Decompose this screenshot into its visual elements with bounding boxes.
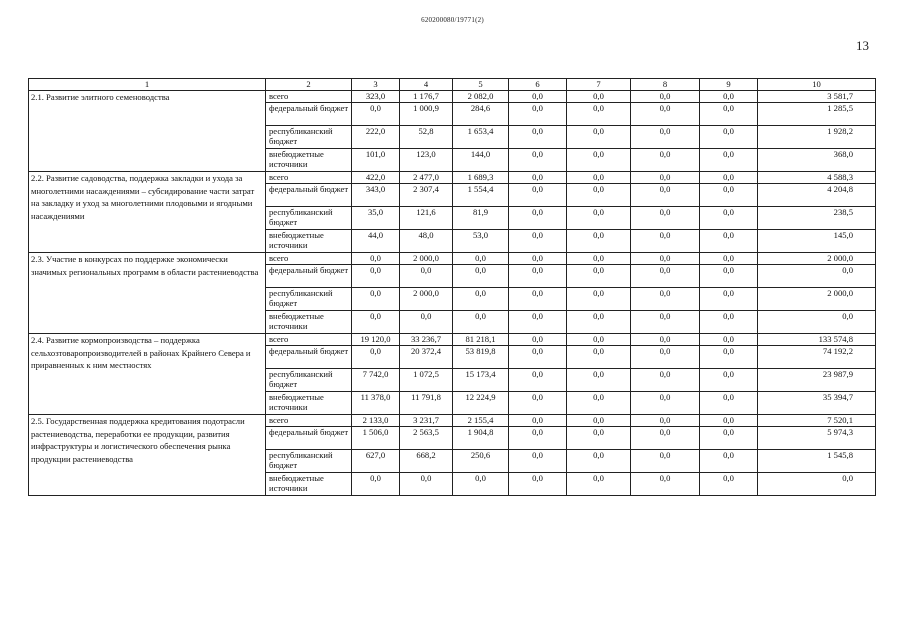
value-cell: 2 155,4 bbox=[453, 415, 509, 427]
value-cell: 52,8 bbox=[400, 126, 453, 149]
funding-source: республиканский бюджет bbox=[266, 369, 352, 392]
value-cell: 0,0 bbox=[700, 346, 758, 369]
funding-source: республиканский бюджет bbox=[266, 126, 352, 149]
table-body bbox=[29, 91, 876, 496]
value-cell: 0,0 bbox=[631, 207, 700, 230]
value-cell: 1 176,7 bbox=[400, 91, 453, 103]
table-row bbox=[29, 334, 876, 346]
value-cell: 0,0 bbox=[700, 473, 758, 496]
value-cell: 1 072,5 bbox=[400, 369, 453, 392]
value-cell: 0,0 bbox=[567, 427, 631, 450]
funding-source: внебюджетные источники bbox=[266, 149, 352, 172]
measure-name: 2.1. Развитие элитного семеноводства bbox=[29, 91, 266, 172]
value-cell: 33 236,7 bbox=[400, 334, 453, 346]
value-cell: 0,0 bbox=[352, 253, 400, 265]
value-cell: 144,0 bbox=[453, 149, 509, 172]
column-number: 10 bbox=[758, 79, 876, 91]
total-cell: 368,0 bbox=[758, 149, 876, 172]
column-number: 8 bbox=[631, 79, 700, 91]
value-cell: 0,0 bbox=[631, 415, 700, 427]
value-cell: 0,0 bbox=[567, 207, 631, 230]
value-cell: 0,0 bbox=[509, 91, 567, 103]
value-cell: 0,0 bbox=[509, 334, 567, 346]
value-cell: 0,0 bbox=[700, 311, 758, 334]
value-cell: 0,0 bbox=[509, 172, 567, 184]
value-cell: 1 554,4 bbox=[453, 184, 509, 207]
value-cell: 0,0 bbox=[700, 392, 758, 415]
value-cell: 2 000,0 bbox=[400, 288, 453, 311]
value-cell: 0,0 bbox=[509, 207, 567, 230]
total-cell: 0,0 bbox=[758, 265, 876, 288]
value-cell: 0,0 bbox=[453, 253, 509, 265]
table-row bbox=[29, 253, 876, 265]
value-cell: 0,0 bbox=[631, 369, 700, 392]
value-cell: 0,0 bbox=[700, 427, 758, 450]
value-cell: 7 742,0 bbox=[352, 369, 400, 392]
value-cell: 0,0 bbox=[700, 334, 758, 346]
value-cell: 0,0 bbox=[700, 184, 758, 207]
funding-source: внебюджетные источники bbox=[266, 311, 352, 334]
column-number: 6 bbox=[509, 79, 567, 91]
total-cell: 133 574,8 bbox=[758, 334, 876, 346]
table-row bbox=[29, 172, 876, 184]
measure-name: 2.4. Развитие кормопроизводства – поддержка сельхозтоваропроизводителей в районах Крайнего Севера и приравненных к ним местностях bbox=[29, 334, 266, 415]
value-cell: 0,0 bbox=[352, 103, 400, 126]
total-cell: 4 588,3 bbox=[758, 172, 876, 184]
value-cell: 0,0 bbox=[567, 253, 631, 265]
value-cell: 0,0 bbox=[567, 149, 631, 172]
value-cell: 0,0 bbox=[509, 473, 567, 496]
value-cell: 0,0 bbox=[509, 230, 567, 253]
value-cell: 1 904,8 bbox=[453, 427, 509, 450]
value-cell: 12 224,9 bbox=[453, 392, 509, 415]
total-cell: 2 000,0 bbox=[758, 288, 876, 311]
total-cell: 1 928,2 bbox=[758, 126, 876, 149]
value-cell: 284,6 bbox=[453, 103, 509, 126]
value-cell: 0,0 bbox=[453, 288, 509, 311]
value-cell: 323,0 bbox=[352, 91, 400, 103]
value-cell: 668,2 bbox=[400, 450, 453, 473]
funding-source: федеральный бюджет bbox=[266, 427, 352, 450]
value-cell: 1 506,0 bbox=[352, 427, 400, 450]
value-cell: 0,0 bbox=[509, 369, 567, 392]
funding-source: всего bbox=[266, 334, 352, 346]
column-number: 2 bbox=[266, 79, 352, 91]
value-cell: 123,0 bbox=[400, 149, 453, 172]
value-cell: 0,0 bbox=[700, 230, 758, 253]
value-cell: 0,0 bbox=[509, 184, 567, 207]
funding-source: федеральный бюджет bbox=[266, 346, 352, 369]
value-cell: 0,0 bbox=[631, 311, 700, 334]
funding-source: федеральный бюджет bbox=[266, 103, 352, 126]
value-cell: 0,0 bbox=[631, 91, 700, 103]
total-cell: 7 520,1 bbox=[758, 415, 876, 427]
value-cell: 11 378,0 bbox=[352, 392, 400, 415]
value-cell: 0,0 bbox=[700, 207, 758, 230]
value-cell: 2 477,0 bbox=[400, 172, 453, 184]
funding-source: федеральный бюджет bbox=[266, 265, 352, 288]
value-cell: 0,0 bbox=[631, 103, 700, 126]
funding-source: всего bbox=[266, 253, 352, 265]
value-cell: 0,0 bbox=[352, 346, 400, 369]
measure-name: 2.5. Государственная поддержка кредитования подотрасли растениеводства, переработки ее продукции, развития инфраструктуры и логистического обеспечения рынка продукции растениеводства bbox=[29, 415, 266, 496]
total-cell: 238,5 bbox=[758, 207, 876, 230]
value-cell: 0,0 bbox=[509, 415, 567, 427]
value-cell: 0,0 bbox=[631, 184, 700, 207]
total-cell: 1 545,8 bbox=[758, 450, 876, 473]
value-cell: 2 082,0 bbox=[453, 91, 509, 103]
column-number: 4 bbox=[400, 79, 453, 91]
value-cell: 53 819,8 bbox=[453, 346, 509, 369]
measure-name: 2.3. Участие в конкурсах по поддержке экономически значимых региональных программ в области растениеводства bbox=[29, 253, 266, 334]
value-cell: 0,0 bbox=[509, 103, 567, 126]
value-cell: 0,0 bbox=[567, 415, 631, 427]
total-cell: 0,0 bbox=[758, 473, 876, 496]
value-cell: 0,0 bbox=[567, 473, 631, 496]
total-cell: 0,0 bbox=[758, 311, 876, 334]
value-cell: 48,0 bbox=[400, 230, 453, 253]
value-cell: 0,0 bbox=[631, 265, 700, 288]
value-cell: 0,0 bbox=[700, 103, 758, 126]
total-cell: 1 285,5 bbox=[758, 103, 876, 126]
total-cell: 4 204,8 bbox=[758, 184, 876, 207]
funding-source: внебюджетные источники bbox=[266, 230, 352, 253]
value-cell: 44,0 bbox=[352, 230, 400, 253]
value-cell: 0,0 bbox=[700, 265, 758, 288]
value-cell: 0,0 bbox=[567, 392, 631, 415]
value-cell: 35,0 bbox=[352, 207, 400, 230]
value-cell: 0,0 bbox=[400, 473, 453, 496]
value-cell: 2 563,5 bbox=[400, 427, 453, 450]
value-cell: 0,0 bbox=[567, 346, 631, 369]
value-cell: 0,0 bbox=[509, 253, 567, 265]
value-cell: 53,0 bbox=[453, 230, 509, 253]
funding-source: всего bbox=[266, 91, 352, 103]
value-cell: 0,0 bbox=[631, 288, 700, 311]
value-cell: 0,0 bbox=[400, 265, 453, 288]
value-cell: 0,0 bbox=[352, 288, 400, 311]
value-cell: 0,0 bbox=[509, 427, 567, 450]
value-cell: 0,0 bbox=[453, 265, 509, 288]
value-cell: 0,0 bbox=[453, 311, 509, 334]
value-cell: 0,0 bbox=[631, 473, 700, 496]
funding-source: всего bbox=[266, 415, 352, 427]
column-number: 9 bbox=[700, 79, 758, 91]
value-cell: 0,0 bbox=[509, 450, 567, 473]
value-cell: 0,0 bbox=[509, 265, 567, 288]
value-cell: 0,0 bbox=[631, 346, 700, 369]
value-cell: 343,0 bbox=[352, 184, 400, 207]
value-cell: 0,0 bbox=[631, 230, 700, 253]
value-cell: 19 120,0 bbox=[352, 334, 400, 346]
funding-source: республиканский бюджет bbox=[266, 288, 352, 311]
value-cell: 222,0 bbox=[352, 126, 400, 149]
column-number: 1 bbox=[29, 79, 266, 91]
value-cell: 0,0 bbox=[700, 253, 758, 265]
value-cell: 422,0 bbox=[352, 172, 400, 184]
value-cell: 0,0 bbox=[453, 473, 509, 496]
value-cell: 0,0 bbox=[567, 91, 631, 103]
value-cell: 0,0 bbox=[700, 172, 758, 184]
value-cell: 0,0 bbox=[509, 311, 567, 334]
value-cell: 0,0 bbox=[700, 288, 758, 311]
value-cell: 0,0 bbox=[567, 265, 631, 288]
value-cell: 0,0 bbox=[509, 288, 567, 311]
funding-source: республиканский бюджет bbox=[266, 207, 352, 230]
value-cell: 1 653,4 bbox=[453, 126, 509, 149]
funding-source: всего bbox=[266, 172, 352, 184]
value-cell: 0,0 bbox=[631, 126, 700, 149]
value-cell: 0,0 bbox=[631, 172, 700, 184]
value-cell: 0,0 bbox=[567, 126, 631, 149]
value-cell: 2 133,0 bbox=[352, 415, 400, 427]
value-cell: 101,0 bbox=[352, 149, 400, 172]
value-cell: 0,0 bbox=[509, 126, 567, 149]
column-number-row bbox=[29, 79, 876, 91]
value-cell: 20 372,4 bbox=[400, 346, 453, 369]
total-cell: 5 974,3 bbox=[758, 427, 876, 450]
value-cell: 0,0 bbox=[567, 184, 631, 207]
value-cell: 250,6 bbox=[453, 450, 509, 473]
value-cell: 0,0 bbox=[400, 311, 453, 334]
document-id: 620200080/19771(2) bbox=[421, 16, 484, 24]
value-cell: 0,0 bbox=[700, 450, 758, 473]
total-cell: 3 581,7 bbox=[758, 91, 876, 103]
page-number: 13 bbox=[856, 38, 869, 53]
value-cell: 0,0 bbox=[700, 369, 758, 392]
value-cell: 0,0 bbox=[567, 288, 631, 311]
value-cell: 0,0 bbox=[631, 253, 700, 265]
column-number: 5 bbox=[453, 79, 509, 91]
value-cell: 0,0 bbox=[631, 427, 700, 450]
value-cell: 0,0 bbox=[567, 311, 631, 334]
value-cell: 0,0 bbox=[631, 450, 700, 473]
value-cell: 0,0 bbox=[567, 172, 631, 184]
value-cell: 2 307,4 bbox=[400, 184, 453, 207]
value-cell: 0,0 bbox=[509, 392, 567, 415]
value-cell: 0,0 bbox=[567, 450, 631, 473]
funding-source: внебюджетные источники bbox=[266, 392, 352, 415]
value-cell: 0,0 bbox=[567, 230, 631, 253]
value-cell: 15 173,4 bbox=[453, 369, 509, 392]
value-cell: 121,6 bbox=[400, 207, 453, 230]
value-cell: 1 689,3 bbox=[453, 172, 509, 184]
value-cell: 627,0 bbox=[352, 450, 400, 473]
column-number: 3 bbox=[352, 79, 400, 91]
total-cell: 145,0 bbox=[758, 230, 876, 253]
funding-source: внебюджетные источники bbox=[266, 473, 352, 496]
value-cell: 0,0 bbox=[352, 473, 400, 496]
funding-table bbox=[28, 78, 876, 496]
measure-name: 2.2. Развитие садоводства, поддержка закладки и ухода за многолетними насаждениями – субсидирование части затрат на закладку и уход за многолетними плодовыми и ягодными насаждениями bbox=[29, 172, 266, 253]
total-cell: 2 000,0 bbox=[758, 253, 876, 265]
value-cell: 2 000,0 bbox=[400, 253, 453, 265]
value-cell: 0,0 bbox=[509, 346, 567, 369]
total-cell: 74 192,2 bbox=[758, 346, 876, 369]
value-cell: 0,0 bbox=[700, 126, 758, 149]
funding-source: федеральный бюджет bbox=[266, 184, 352, 207]
table-row bbox=[29, 415, 876, 427]
table-row bbox=[29, 91, 876, 103]
value-cell: 81 218,1 bbox=[453, 334, 509, 346]
value-cell: 0,0 bbox=[631, 392, 700, 415]
value-cell: 0,0 bbox=[700, 149, 758, 172]
value-cell: 3 231,7 bbox=[400, 415, 453, 427]
value-cell: 0,0 bbox=[509, 149, 567, 172]
value-cell: 11 791,8 bbox=[400, 392, 453, 415]
value-cell: 0,0 bbox=[700, 91, 758, 103]
value-cell: 81,9 bbox=[453, 207, 509, 230]
value-cell: 0,0 bbox=[700, 415, 758, 427]
value-cell: 0,0 bbox=[567, 103, 631, 126]
column-number: 7 bbox=[567, 79, 631, 91]
value-cell: 0,0 bbox=[352, 311, 400, 334]
value-cell: 0,0 bbox=[631, 334, 700, 346]
value-cell: 0,0 bbox=[567, 369, 631, 392]
total-cell: 35 394,7 bbox=[758, 392, 876, 415]
funding-source: республиканский бюджет bbox=[266, 450, 352, 473]
value-cell: 1 000,9 bbox=[400, 103, 453, 126]
total-cell: 23 987,9 bbox=[758, 369, 876, 392]
value-cell: 0,0 bbox=[631, 149, 700, 172]
value-cell: 0,0 bbox=[352, 265, 400, 288]
value-cell: 0,0 bbox=[567, 334, 631, 346]
